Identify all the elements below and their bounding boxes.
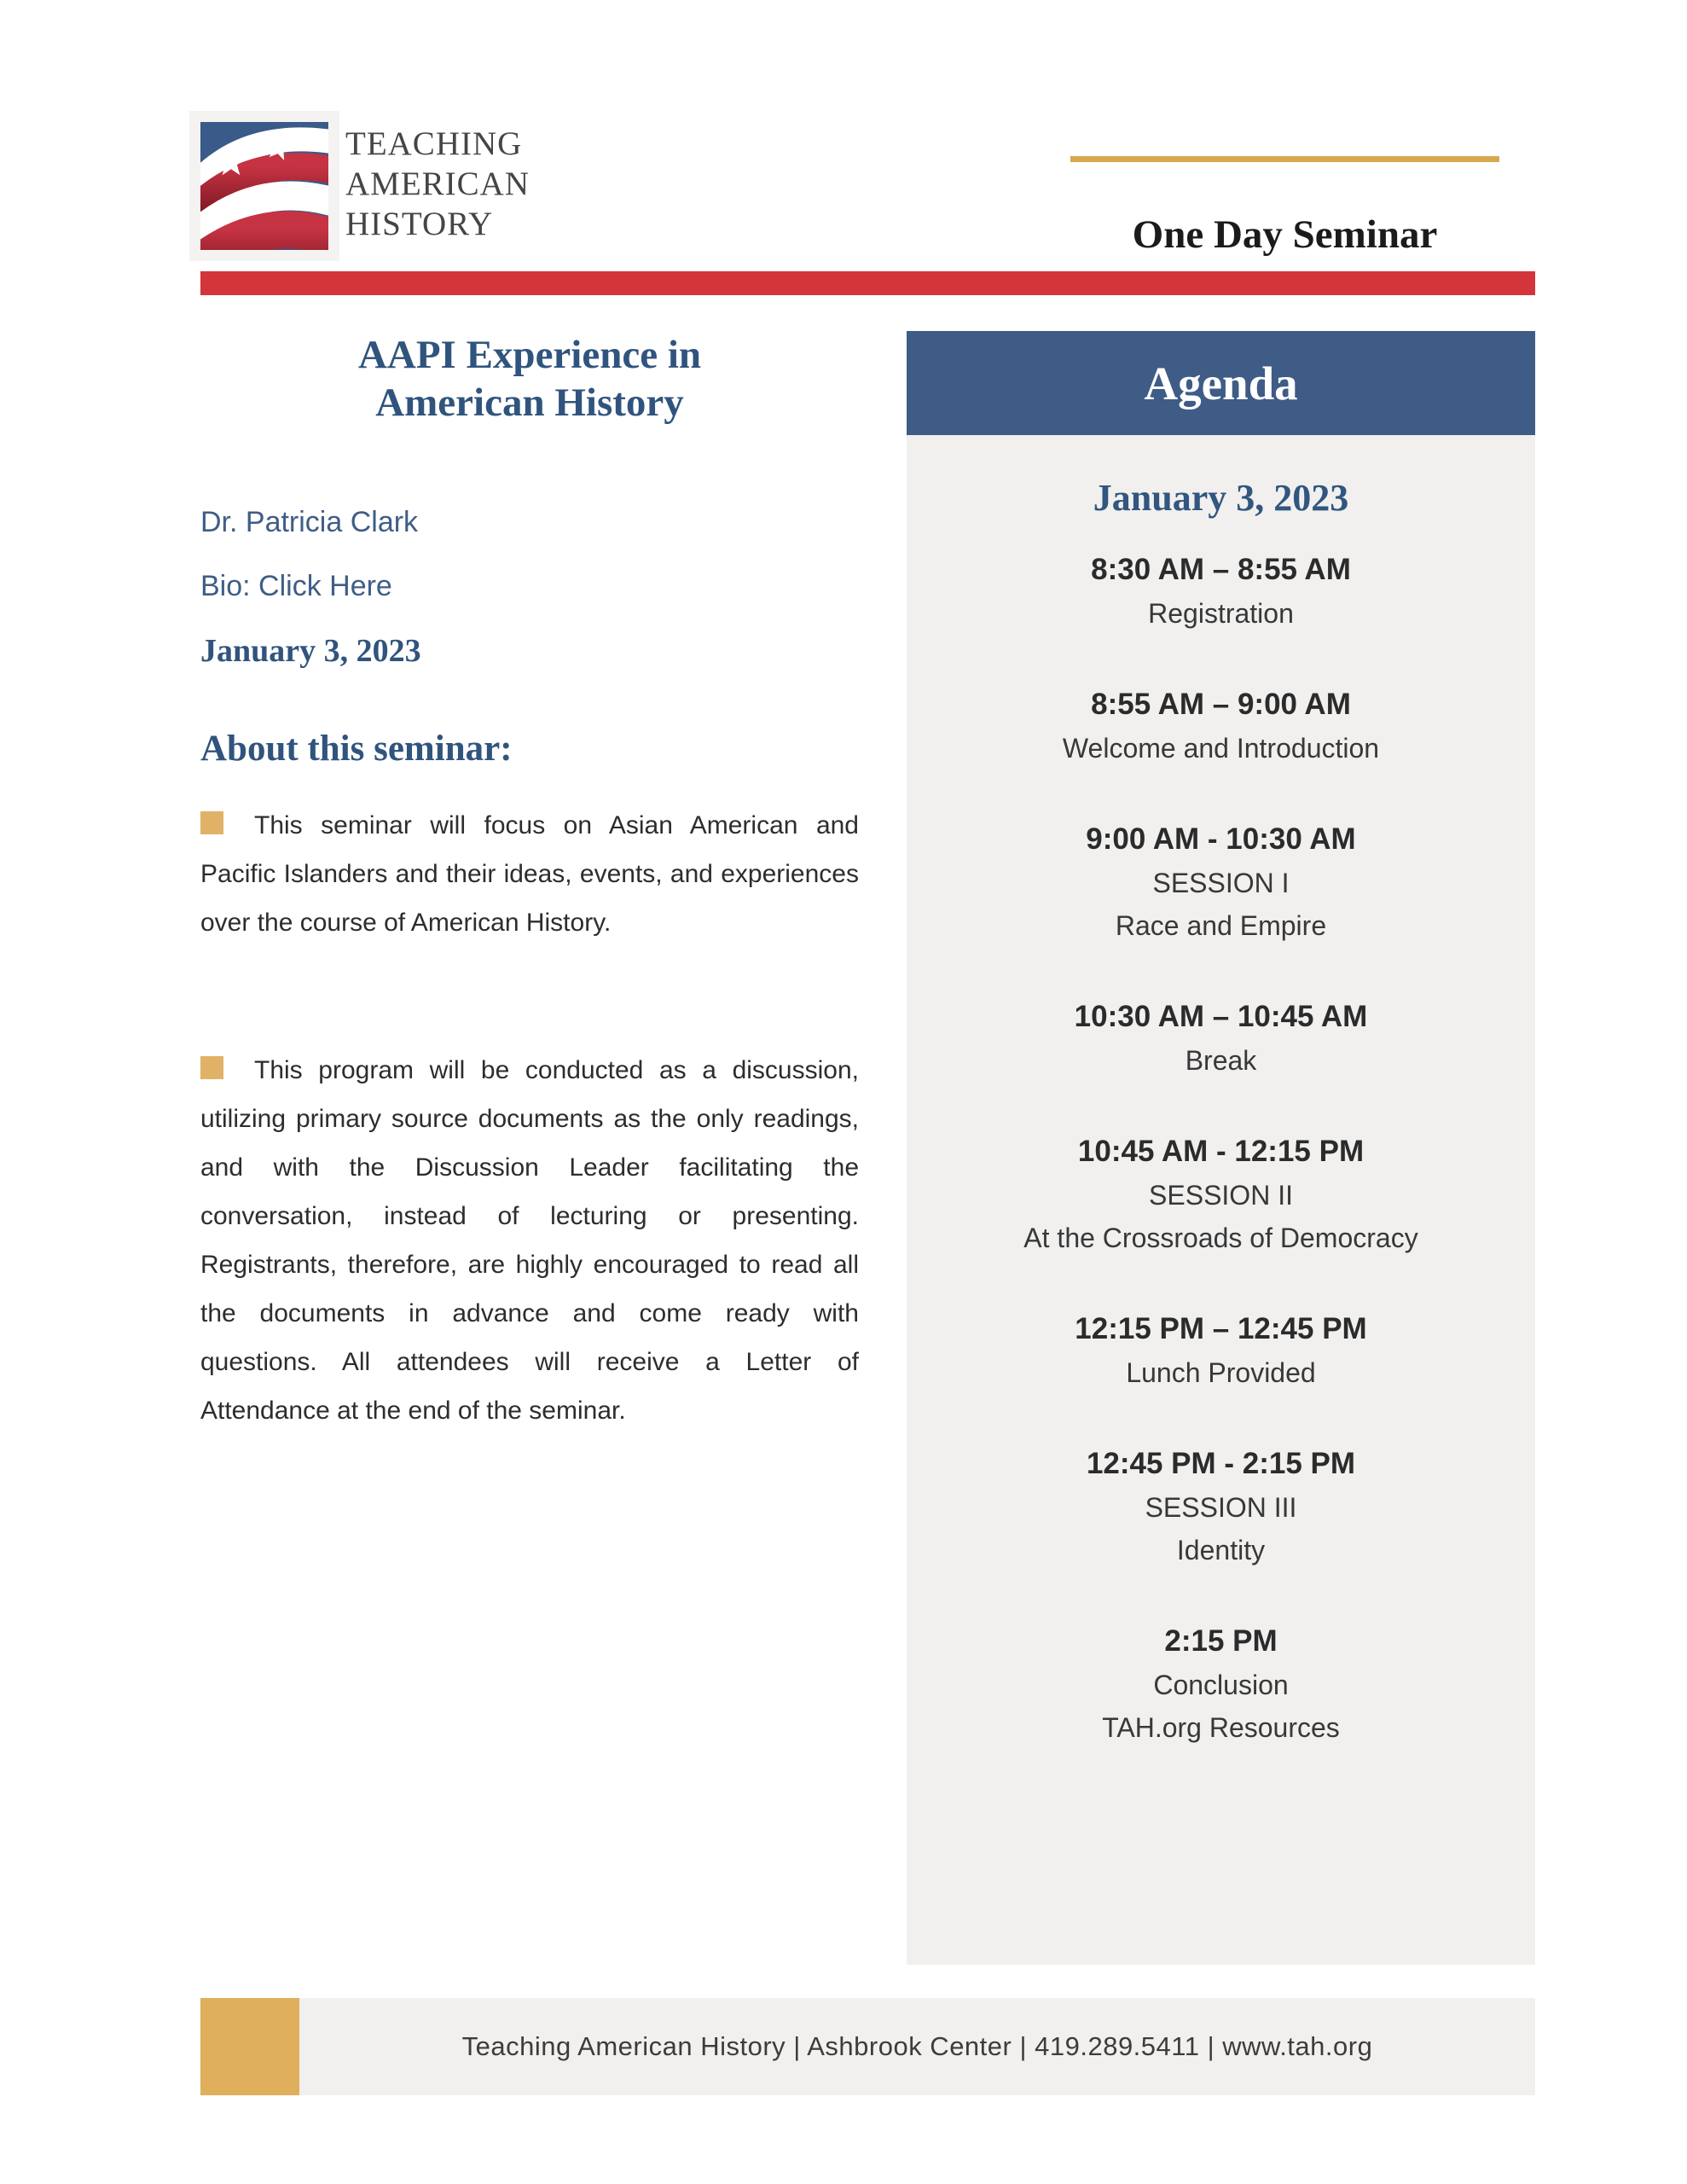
agenda-heading: Agenda: [1144, 357, 1298, 410]
about-heading: About this seminar:: [200, 729, 513, 769]
agenda-item-label: Lunch Provided: [1126, 1357, 1316, 1388]
logo-text-line: AMERICAN: [345, 166, 530, 202]
agenda-header: [907, 331, 1535, 435]
agenda-item: [907, 1307, 1535, 1394]
header-right: [1060, 156, 1510, 258]
agenda-item: [907, 1130, 1535, 1259]
agenda-item-time: 10:45 AM - 12:15 PM: [1077, 1135, 1365, 1168]
page-title-line: American History: [375, 380, 684, 425]
agenda-item-time: 2:15 PM: [1164, 1624, 1278, 1658]
logo-text-line: TEACHING: [345, 125, 523, 162]
footer-bar: [299, 1998, 1535, 2095]
agenda-item: [907, 817, 1535, 947]
bullet-text: This seminar will focus on Asian American and Pacific Islanders and their ideas, events, and experiences over the course of American History.: [200, 811, 859, 937]
agenda-item-label: TAH.org Resources: [1102, 1712, 1340, 1743]
agenda-item: [907, 1442, 1535, 1571]
agenda-item-label: Conclusion: [1153, 1670, 1289, 1700]
tah-flag-icon: [200, 122, 328, 250]
divider-bar: [200, 271, 1535, 295]
agenda-item: [907, 995, 1535, 1082]
page-title-line: AAPI Experience in: [357, 333, 702, 377]
footer-accent-square: [200, 1998, 299, 2095]
accent-line: [1070, 156, 1499, 162]
agenda-item-time: 8:30 AM – 8:55 AM: [1091, 553, 1351, 586]
footer: [200, 1998, 1535, 2095]
agenda-item: [907, 548, 1535, 635]
logo-text-line: HISTORY: [345, 206, 494, 242]
bio-link[interactable]: Bio: Click Here: [200, 570, 392, 602]
page-title: [200, 331, 859, 427]
footer-text: Teaching American History | Ashbrook Center | 419.289.5411 | www.tah.org: [461, 2031, 1373, 2061]
agenda-item-label: Identity: [1176, 1535, 1266, 1565]
agenda-item-time: 12:45 PM - 2:15 PM: [1086, 1447, 1356, 1480]
agenda-item: [907, 682, 1535, 770]
agenda-item-label: Break: [1185, 1045, 1257, 1076]
agenda-item-label: Registration: [1148, 598, 1294, 629]
agenda-item-label: At the Crossroads of Democracy: [1023, 1223, 1418, 1253]
agenda-item-time: 8:55 AM – 9:00 AM: [1091, 688, 1351, 721]
agenda-item-label: SESSION III: [1145, 1492, 1297, 1523]
seminar-description-item: [200, 801, 859, 947]
agenda-item: [907, 1619, 1535, 1749]
agenda-item-time: 12:15 PM – 12:45 PM: [1075, 1312, 1367, 1345]
left-column: [200, 331, 859, 1435]
seminar-date: January 3, 2023: [200, 633, 421, 669]
bullet-square-icon: [200, 1056, 223, 1079]
agenda-item-label: Welcome and Introduction: [1062, 733, 1380, 764]
bullet-square-icon: [200, 811, 223, 834]
agenda-item-time: 10:30 AM – 10:45 AM: [1074, 1000, 1368, 1033]
agenda-item-label: Race and Empire: [1115, 910, 1327, 941]
logo: [189, 111, 339, 261]
agenda-item-time: 9:00 AM - 10:30 AM: [1086, 822, 1356, 856]
seminar-description-item: [200, 1046, 859, 1435]
agenda-item-label: SESSION I: [1152, 868, 1290, 898]
agenda-body: [907, 435, 1535, 1965]
seminar-type-title: One Day Seminar: [1132, 212, 1438, 257]
logo-wordmark: [345, 124, 530, 244]
agenda-panel: [907, 331, 1535, 1965]
agenda-date: January 3, 2023: [1093, 477, 1349, 519]
presenter-name: Dr. Patricia Clark: [200, 506, 419, 538]
bullet-text: This program will be conducted as a discussion, utilizing primary source documents as the only readings, and with the Discussion Leader facilitating the conversation, instead of lecturing or presenting. Registrants, therefore, are highly encouraged to read all the documents in advance and come ready with questions. All attendees will receive a Letter of Attendance at the end of the seminar.: [200, 1056, 859, 1425]
agenda-item-label: SESSION II: [1149, 1180, 1293, 1211]
